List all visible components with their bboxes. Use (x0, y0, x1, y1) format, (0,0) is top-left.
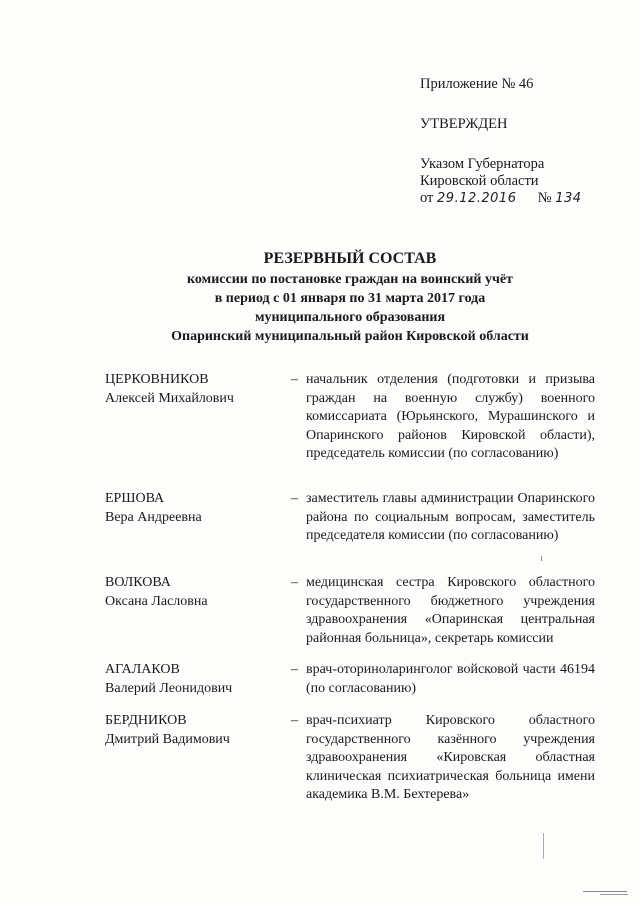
member-role: медицинская сестра Кировского областного государственного бюджетного учреждения здравоохранения «Опаринская центральная районная больница», секретарь комиссии (306, 575, 595, 646)
title-line-4: Опаринский муниципальный район Кировской области (171, 329, 529, 344)
dash-separator: – (291, 713, 298, 728)
member-surname: АГАЛАКОВ (105, 662, 180, 677)
member-given-name: Валерий Леонидович (105, 680, 233, 696)
member-surname: ЕРШОВА (105, 491, 165, 506)
decree-line-2: Кировской области (420, 173, 539, 189)
member-given-name: Алексей Михайлович (105, 390, 234, 406)
member-surname: ЦЕРКОВНИКОВ (105, 372, 209, 387)
appendix-label: Приложение № 46 (420, 76, 534, 92)
member-name (105, 490, 285, 527)
dash-separator: – (291, 575, 298, 590)
title-main: РЕЗЕРВНЫЙ СОСТАВ (263, 250, 437, 267)
member-surname: БЕРДНИКОВ (105, 713, 187, 728)
member-name (105, 712, 285, 749)
member-role: врач-психиатр Кировского областного государственного казённого учреждения здравоохранения «Кировская областная клиническая психиатрическая больница имени академика В.М. Бехтерева» (306, 713, 595, 802)
number-label: № (537, 190, 552, 206)
title-line-1: комиссии по постановке граждан на воинский учёт (187, 272, 513, 287)
member-role: врач-оториноларинголог войсковой части 46194 (по согласованию) (306, 662, 595, 696)
approved-label: УТВЕРЖДЕН (420, 116, 508, 132)
handwritten-number: 134 (555, 191, 582, 206)
member-name (105, 574, 285, 611)
member-given-name: Вера Андреевна (105, 509, 202, 525)
scan-speck (541, 556, 542, 561)
from-label: от (420, 190, 434, 206)
scan-artifact-line (543, 833, 544, 859)
handwritten-date: 29.12.2016 (437, 191, 517, 206)
member-role: начальник отделения (подготовки и призыва граждан на военную службу) военного комиссариата (Юрьянского, Мурашинского и Опаринского районов Кировской области), председатель комиссии (по согласованию) (306, 372, 595, 461)
title-line-3: муниципального образования (254, 310, 446, 325)
decree-date-line (420, 190, 620, 207)
member-role: заместитель главы администрации Опаринского района по социальным вопросам, заместитель председателя комиссии (по согласованию) (306, 491, 595, 543)
member-name (105, 371, 285, 408)
scan-edge-line (583, 891, 627, 892)
member-name (105, 661, 285, 698)
decree-line-1: Указом Губернатора (420, 156, 545, 172)
document-title (60, 248, 640, 346)
dash-separator: – (291, 491, 298, 506)
member-given-name: Дмитрий Вадимович (105, 731, 230, 747)
member-given-name: Оксана Ласловна (105, 593, 208, 609)
title-line-2: в период с 01 января по 31 марта 2017 года (214, 291, 486, 306)
dash-separator: – (291, 662, 298, 677)
dash-separator: – (291, 372, 298, 387)
scan-edge-line (600, 894, 628, 895)
approval-block (420, 76, 620, 207)
member-surname: ВОЛКОВА (105, 575, 171, 590)
